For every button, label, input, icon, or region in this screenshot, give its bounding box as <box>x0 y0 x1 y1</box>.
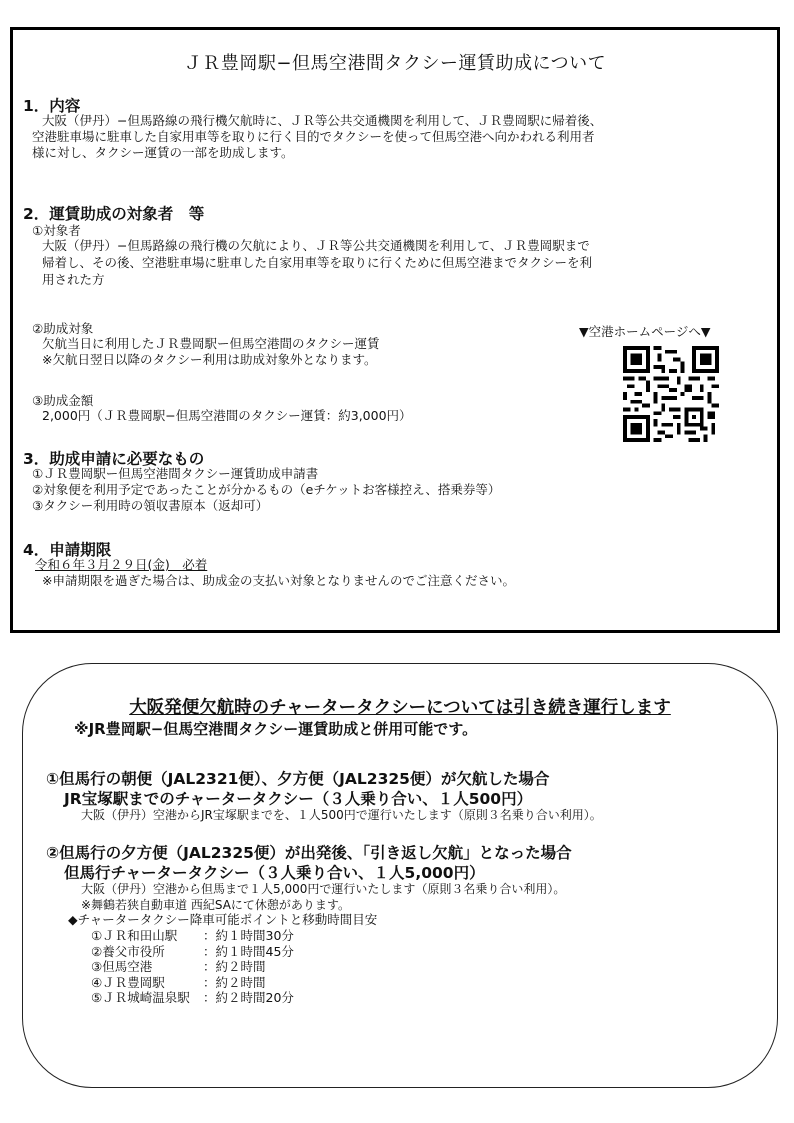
qr-label: ▼空港ホームページへ▼ <box>579 324 711 339</box>
airport-homepage-qr-icon[interactable] <box>623 346 719 442</box>
case-1-line: 大阪（伊丹）空港からJR宝塚駅までを、１人500円で運行いたします（原則３名乗り合い利用）。 <box>81 808 602 822</box>
target-line-3: 用された方 <box>42 272 105 287</box>
dropoff-point-time: ：約２時間 <box>203 959 266 974</box>
dropoff-point <box>91 928 294 944</box>
section-4-heading: 4．申請期限 <box>23 541 112 559</box>
object-line-2: ※欠航日翌日以降のタクシー利用は助成対象外となります。 <box>42 352 377 367</box>
subsidy-notice-box <box>10 27 780 633</box>
section-1-line-2: 空港駐車場に駐車した自家用車等を取りに行く目的でタクシーを使って但馬空港へ向かわれる利用者 <box>32 129 595 144</box>
section-1-line-3: 様に対し、タクシー運賃の一部を助成します。 <box>32 145 294 160</box>
case-1-heading: ①但馬行の朝便（JAL2321便）、夕方便（JAL2325便）が欠航した場合 <box>46 770 550 788</box>
dropoff-point-time: ：約１時間45分 <box>203 943 294 959</box>
dropoff-point <box>91 975 294 991</box>
charter-title-note: ※JR豊岡駅−但馬空港間タクシー運賃助成と併用可能です。 <box>74 720 478 738</box>
target-label: ①対象者 <box>32 223 81 238</box>
section-2-heading: 2．運賃助成の対象者 等 <box>23 205 205 223</box>
case-2-line-1: 大阪（伊丹）空港から但馬まで１人5,000円で運行いたします（原則３名乗り合い利用）。 <box>81 882 566 896</box>
case-1-subheading: JR宝塚駅までのチャータータクシー（３人乗り合い、１人500円） <box>64 790 533 808</box>
deadline-note: ※申請期限を過ぎた場合は、助成金の支払い対象となりませんのでご注意ください。 <box>42 573 515 588</box>
dropoff-point <box>91 959 294 975</box>
dropoff-point-time: ：約１時間30分 <box>203 928 294 943</box>
case-2-heading: ②但馬行の夕方便（JAL2325便）が出発後、「引き返し欠航」となった場合 <box>46 844 572 862</box>
requirement-1: ①ＪＲ豊岡駅ー但馬空港間タクシー運賃助成申請書 <box>32 466 319 481</box>
requirement-2: ②対象便を利用予定であったことが分かるもの（eチケットお客様控え、搭乗券等） <box>32 482 501 497</box>
section-3-heading: 3．助成申請に必要なもの <box>23 450 205 468</box>
target-line-2: 帰着し、その後、空港駐車場に駐車した自家用車等を取りに行くために但馬空港までタクシーを利 <box>42 255 593 270</box>
dropoff-point <box>91 990 294 1006</box>
dropoff-point-name: ⑤ＪＲ城崎温泉駅 <box>91 990 190 1005</box>
case-2-line-2: ※舞鶴若狭自動車道 西紀SAにて休憩があります。 <box>81 898 350 912</box>
object-line-1: 欠航当日に利用したＪＲ豊岡駅ー但馬空港間のタクシー運賃 <box>42 336 380 351</box>
dropoff-points-list <box>91 928 294 1006</box>
section-1-line-1: 大阪（伊丹）−但馬路線の飛行機欠航時に、ＪＲ等公共交通機関を利用して、ＪＲ豊岡駅に帰着後、 <box>42 113 603 128</box>
charter-taxi-box <box>22 663 778 1088</box>
deadline-date: 令和６年３月２９日(金) 必着 <box>35 557 208 572</box>
dropoff-point-name: ②養父市役所 <box>91 943 165 959</box>
object-label: ②助成対象 <box>32 321 94 336</box>
dropoff-point-name: ④ＪＲ豊岡駅 <box>91 974 165 990</box>
dropoff-point-name: ③但馬空港 <box>91 959 153 974</box>
dropoff-point-name: ①ＪＲ和田山駅 <box>91 928 178 943</box>
dropoff-point-time: ：約２時間20分 <box>203 990 294 1005</box>
amount-line: 2,000円（ＪＲ豊岡駅−但馬空港間のタクシー運賃：約3,000円） <box>42 408 412 423</box>
case-2-subheading: 但馬行チャータータクシー（３人乗り合い、１人5,000円） <box>64 864 485 882</box>
amount-label: ③助成金額 <box>32 393 94 408</box>
charter-title: 大阪発便欠航時のチャータータクシーについては引き続き運行します <box>129 698 671 718</box>
dropoff-point <box>91 944 294 960</box>
dropoff-points-title: ◆チャータータクシー降車可能ポイントと移動時間目安 <box>68 912 378 927</box>
requirement-3: ③タクシー利用時の領収書原本（返却可） <box>32 498 269 513</box>
target-line-1: 大阪（伊丹）−但馬路線の飛行機の欠航により、ＪＲ等公共交通機関を利用して、ＪＲ豊岡駅まで <box>42 238 590 253</box>
section-1-heading: 1．内容 <box>23 97 81 115</box>
subsidy-title: ＪＲ豊岡駅−但馬空港間タクシー運賃助成について <box>183 53 607 74</box>
dropoff-point-time: ：約２時間 <box>203 974 266 990</box>
